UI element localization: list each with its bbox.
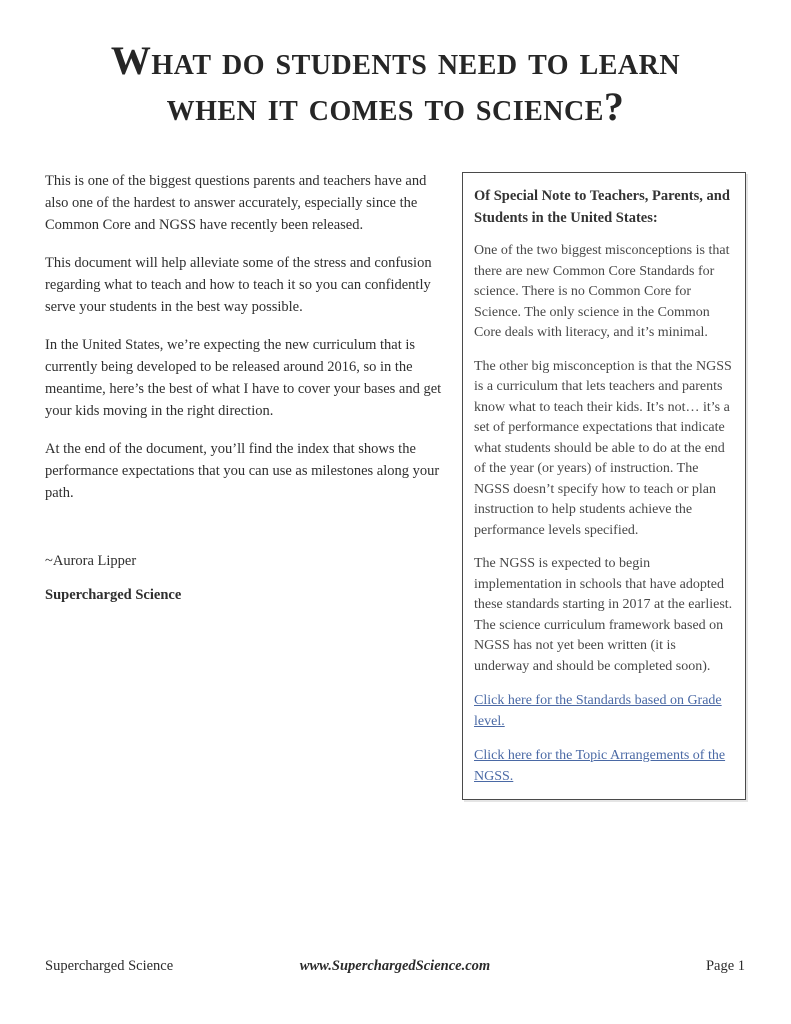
note-box-paragraph: The NGSS is expected to begin implementation in schools that have adopted these standards starting in 2017 at the earliest. The science curriculum framework based on NGSS has not yet been written (it is underway and should be completed soon). <box>474 556 733 674</box>
body-column <box>45 170 450 622</box>
title-line-1: What do students need to learn <box>110 38 681 83</box>
signature-organization: Supercharged Science <box>45 587 182 603</box>
body-paragraph: At the end of the document, you’ll find the index that shows the performance expectations that you can use as milestones along your path. <box>45 441 440 501</box>
footer-company-name: Supercharged Science <box>45 958 174 974</box>
footer-page-number: Page 1 <box>705 958 745 974</box>
note-box <box>462 172 746 800</box>
note-box-paragraph: One of the two biggest misconceptions is that there are new Common Core Standards for science. There is no Common Core for Science. The only science in the Common Core deals with literacy, and it’s minimal. <box>474 243 730 340</box>
body-paragraph: In the United States, we’re expecting the new curriculum that is currently being developed to be released around 2016, so in the meantime, here’s the best of what I have to cover your bases and get your kids moving in the right direction. <box>45 337 442 419</box>
page-title <box>0 38 791 130</box>
note-box-paragraph: The other big misconception is that the NGSS is a curriculum that lets teachers and parents know what to teach their kids. It’s not… it’s a set of performance expectations that indicate what students should be able to do at the end of the year (or years) of instruction. The NGSS doesn’t specify how to teach or plan instruction to help students achieve the performance levels specified. <box>474 358 732 538</box>
body-paragraph: This document will help alleviate some of the stress and confusion regarding what to teach and how to teach it so you can confidently serve your students in the best way possible. <box>45 255 432 315</box>
signature: ~Aurora Lipper <box>45 553 137 569</box>
title-line-2: when it comes to science? <box>166 84 625 129</box>
footer-website: www.SuperchargedScience.com <box>299 958 491 974</box>
standards-grade-level-link[interactable]: Click here for the Standards based on Grade level. <box>474 693 722 729</box>
topic-arrangements-ngss-link[interactable]: Click here for the Topic Arrangements of the NGSS. <box>474 748 726 784</box>
note-box-heading: Of Special Note to Teachers, Parents, and Students in the United States: <box>474 188 730 226</box>
body-paragraph: This is one of the biggest questions parents and teachers have and also one of the hardest to answer accurately, especially since the Common Core and NGSS have recently been released. <box>45 173 427 233</box>
